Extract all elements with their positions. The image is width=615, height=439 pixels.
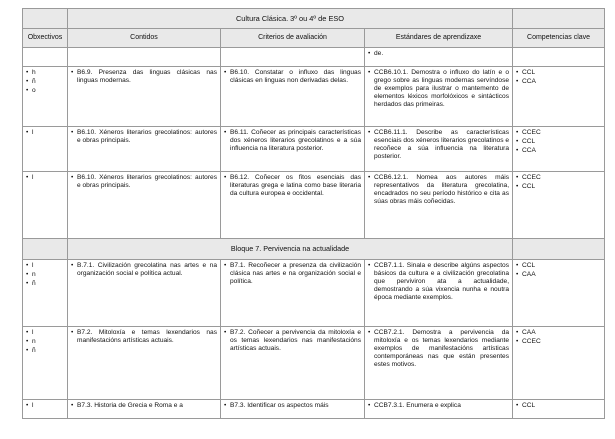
contido-text: • B7.3. Historia de Grecia e Roma e a: [71, 402, 217, 410]
contido-text: • B7.2. Mitoloxía e temas lexendarios nas manifestacións artísticas actuais.: [71, 329, 217, 345]
criterio-text: • B7.3. Identificar os aspectos máis: [224, 402, 361, 410]
estandar-text: • CCB7.1.1. Sinala e describe algúns aspectos básicos da cultura e a civilización grecolatina que perviviron ata a actualidade, demostrando a súa vixencia nunha e noutra época mediante exemplos.: [368, 262, 509, 302]
empty-cell: [221, 48, 365, 67]
criterios-cell: [221, 260, 365, 327]
header-competencias: Competencias clave: [513, 29, 605, 48]
competencia-item: • CAA: [516, 271, 601, 279]
contidos-cell: [68, 67, 221, 127]
competencia-item: • CCL: [516, 183, 601, 191]
competencias-cell: [513, 260, 605, 327]
contido-text: • B6.10. Xéneros literarios grecolatinos: autores e obras principais.: [71, 129, 217, 145]
obxectivos-cell: [23, 127, 68, 172]
estandar-text: • CCB6.11.1. Describe as características esenciais dos xéneros literarios grecolatinos e recoñece a súa influencia na literatura posterior.: [368, 129, 509, 161]
continuation-value: • de.: [368, 50, 509, 58]
obxectivo-item: • o: [26, 87, 64, 95]
table-header-row: [23, 29, 605, 48]
criterios-cell: [221, 172, 365, 239]
criterio-text: • B6.12. Coñecer os fitos esenciais das literaturas grega e latina como base literaria da cultura europea e occidental.: [224, 174, 361, 198]
section-title: Bloque 7. Pervivencia na actualidade: [68, 239, 513, 260]
obxectivo-item: • l: [26, 129, 64, 137]
continuation-text: [365, 48, 513, 67]
obxectivo-item: • l: [26, 262, 64, 270]
empty-cell: [23, 48, 68, 67]
section-spacer: [513, 239, 605, 260]
competencia-item: • CCL: [516, 402, 601, 410]
title-spacer-left: [23, 9, 68, 29]
header-estandares: Estándares de aprendizaxe: [365, 29, 513, 48]
obxectivo-item: • h: [26, 69, 64, 77]
empty-cell: [68, 48, 221, 67]
estandares-cell: [365, 327, 513, 400]
estandares-cell: [365, 260, 513, 327]
obxectivo-item: • n: [26, 338, 64, 346]
competencias-cell: [513, 67, 605, 127]
criterio-text: • B6.11. Coñecer as principais características dos xéneros literarios grecolatinos e a súa influencia na literatura posterior.: [224, 129, 361, 153]
criterios-cell: [221, 67, 365, 127]
competencia-item: • CAA: [516, 329, 601, 337]
table-row: [23, 67, 605, 127]
competencia-item: • CCL: [516, 69, 601, 77]
obxectivo-item: • ñ: [26, 78, 64, 86]
section-spacer: [23, 239, 68, 260]
obxectivo-item: • ñ: [26, 280, 64, 288]
obxectivos-cell: [23, 67, 68, 127]
estandares-cell: [365, 127, 513, 172]
obxectivo-item: • ñ: [26, 347, 64, 355]
obxectivo-item: • l: [26, 402, 64, 410]
competencia-item: • CCEC: [516, 129, 601, 137]
competencias-cell: [513, 327, 605, 400]
estandares-cell: [365, 67, 513, 127]
obxectivo-item: • l: [26, 174, 64, 182]
criterios-cell: [221, 327, 365, 400]
header-criterios: Criterios de avaliación: [221, 29, 365, 48]
competencia-item: • CCA: [516, 78, 601, 86]
table-row: [23, 127, 605, 172]
table-row: [23, 400, 605, 419]
obxectivo-item: • n: [26, 271, 64, 279]
competencia-item: • CCEC: [516, 174, 601, 182]
table-row: [23, 172, 605, 239]
competencia-item: • CCA: [516, 147, 601, 155]
obxectivos-cell: [23, 400, 68, 419]
competencia-item: • CCL: [516, 262, 601, 270]
header-obxectivos: Obxectivos: [23, 29, 68, 48]
contido-text: • B6.10. Xéneros literarios grecolatinos: autores e obras principais.: [71, 174, 217, 190]
competencia-item: • CCL: [516, 138, 601, 146]
competencia-item: • CCEC: [516, 338, 601, 346]
criterio-text: • B7.2. Coñecer a pervivencia da mitoloxía e os temas lexendarios nas manifestacións artísticas actuais.: [224, 329, 361, 353]
contidos-cell: [68, 172, 221, 239]
criterios-cell: [221, 400, 365, 419]
estandar-text: • CCB6.12.1. Nomea aos autores máis representativos da literatura grecolatina, encadrados no seu período histórico e cita as súas obras máis coñecidas.: [368, 174, 509, 206]
criterio-text: • B6.10. Constatar o influxo das linguas clásicas en linguas non derivadas delas.: [224, 69, 361, 85]
criterio-text: • B7.1. Recoñecer a presenza da civilización clásica nas artes e na organización social e política.: [224, 262, 361, 286]
competencias-cell: [513, 127, 605, 172]
estandar-text: • CCB7.2.1. Demostra a pervivencia da mitoloxía e os temas lexendarios mediante exemplos de manifestacións artísticas contemporáneas nas que están presentes estes motivos.: [368, 329, 509, 369]
table-row: [23, 48, 605, 67]
criterios-cell: [221, 127, 365, 172]
competencias-cell: [513, 172, 605, 239]
table-row: [23, 260, 605, 327]
obxectivo-item: • l: [26, 329, 64, 337]
estandares-cell: [365, 400, 513, 419]
header-contidos: Contidos: [68, 29, 221, 48]
section-row: [23, 239, 605, 260]
obxectivos-cell: [23, 172, 68, 239]
curriculum-table: [22, 8, 605, 419]
contidos-cell: [68, 400, 221, 419]
estandar-text: • CCB6.10.1. Demostra o influxo do latín e o grego sobre as linguas modernas servíndose de exemplos para ilustrar o mantemento de elementos léxicos morfolóxicos e sintácticos herdados das primeiras.: [368, 69, 509, 109]
contidos-cell: [68, 327, 221, 400]
estandar-text: • CCB7.3.1. Enumera e explica: [368, 402, 509, 410]
empty-cell: [513, 48, 605, 67]
contido-text: • B6.9. Presenza das linguas clásicas nas linguas modernas.: [71, 69, 217, 85]
contidos-cell: [68, 260, 221, 327]
obxectivos-cell: [23, 327, 68, 400]
obxectivos-cell: [23, 260, 68, 327]
table-title: Cultura Clásica. 3º ou 4º de ESO: [68, 9, 513, 29]
competencias-cell: [513, 400, 605, 419]
estandares-cell: [365, 172, 513, 239]
contidos-cell: [68, 127, 221, 172]
title-spacer-right: [513, 9, 605, 29]
contido-text: • B.7.1. Civilización grecolatina nas artes e na organización social e política actual.: [71, 262, 217, 278]
table-title-row: [23, 9, 605, 29]
table-row: [23, 327, 605, 400]
